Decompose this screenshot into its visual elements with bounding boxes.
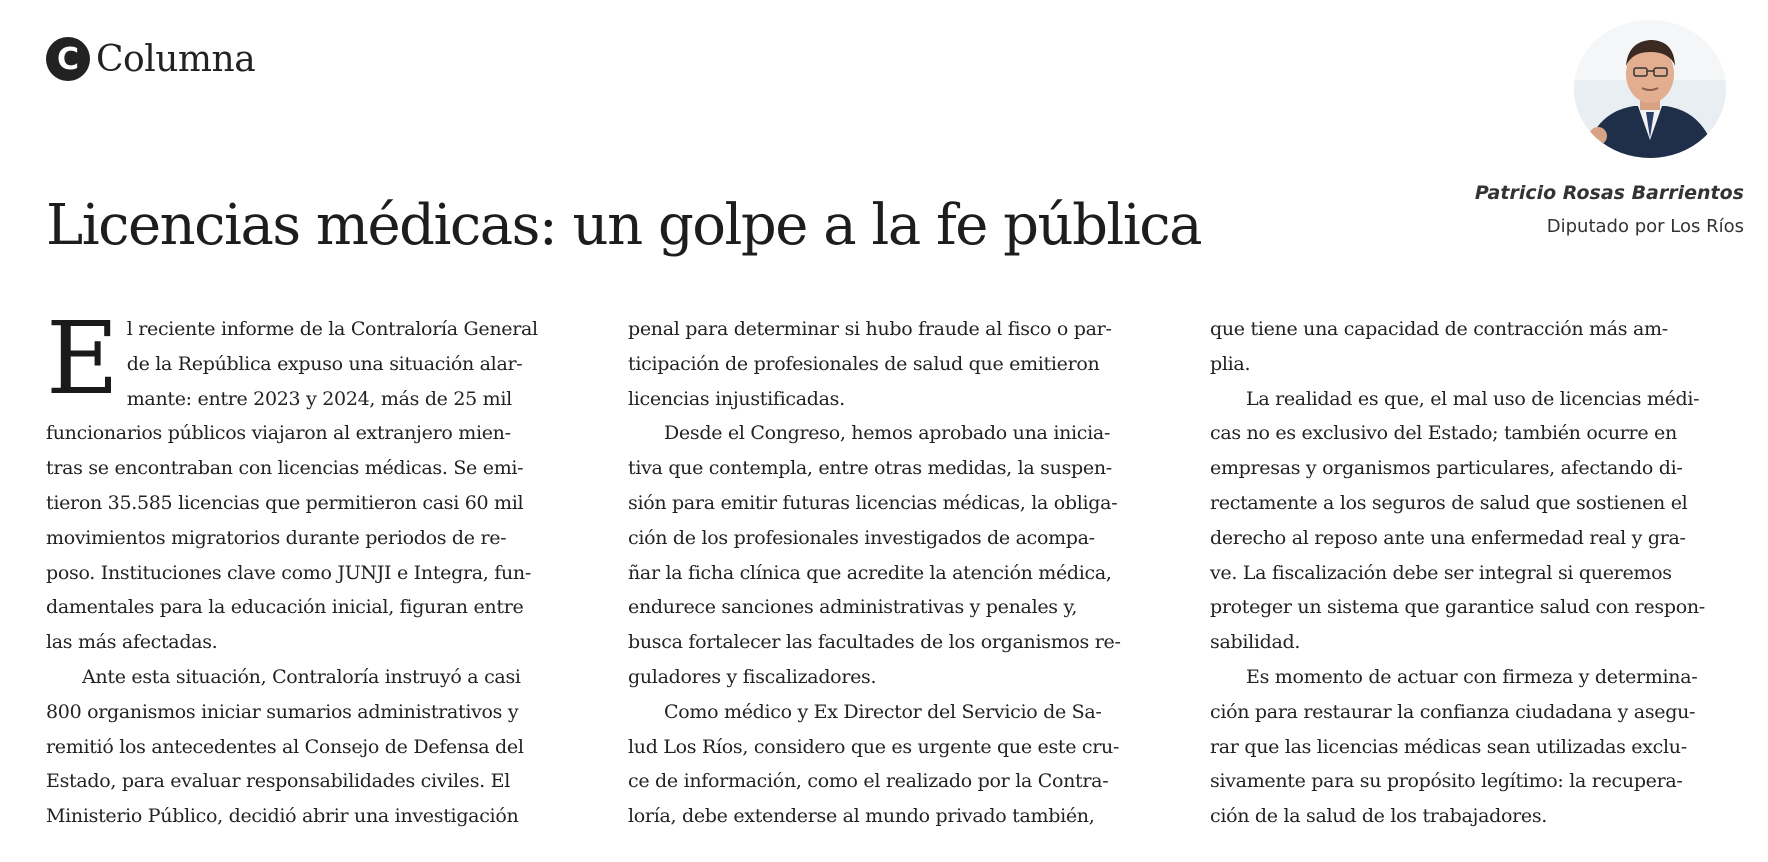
article-column-3 <box>1210 312 1750 834</box>
paragraph-line: sabilidad. <box>1210 631 1301 654</box>
paragraph-line: lud Los Ríos, considero que es urgente que este cru- <box>628 735 1120 758</box>
author-photo <box>1574 20 1726 158</box>
paragraph-line: proteger un sistema que garantice salud con respon- <box>1210 596 1705 619</box>
paragraph-line: ción de los profesionales investigados de acompa- <box>628 526 1095 549</box>
paragraph-line: ce de información, como el realizado por la Contra- <box>628 770 1109 793</box>
paragraph-line: busca fortalecer las facultades de los organismos re- <box>628 631 1121 654</box>
article-column-1 <box>46 300 586 834</box>
paragraph-line: endurece sanciones administrativas y penales y, <box>628 596 1078 619</box>
paragraph-line: l reciente informe de la Contraloría General <box>126 318 538 340</box>
paragraph-line: movimientos migratorios durante periodos de re- <box>46 526 507 549</box>
paragraph-line: poso. Instituciones clave como JUNJI e Integra, fun- <box>46 561 531 584</box>
paragraph-line: que tiene una capacidad de contracción más am- <box>1210 318 1668 340</box>
paragraph-line: loría, debe extenderse al mundo privado también, <box>628 805 1095 828</box>
paragraph-line: licencias injustificadas. <box>628 387 845 410</box>
section-label: Columna <box>96 38 256 80</box>
section-tag <box>46 34 255 84</box>
paragraph-line: ve. La fiscalización debe ser integral si queremos <box>1210 561 1672 584</box>
paragraph-line: damentales para la educación inicial, figuran entre <box>46 596 524 619</box>
paragraph-line: Ministerio Público, decidió abrir una investigación <box>46 805 519 828</box>
paragraph-line: empresas y organismos particulares, afectando di- <box>1210 457 1683 480</box>
paragraph-line: tras se encontraban con licencias médicas. Se emi- <box>46 457 524 480</box>
paragraph-line: ción de la salud de los trabajadores. <box>1210 805 1548 828</box>
paragraph-line: ción para restaurar la confianza ciudadana y asegu- <box>1210 700 1696 723</box>
paragraph-line: derecho al reposo ante una enfermedad real y gra- <box>1210 526 1686 549</box>
paragraph-line: Ante esta situación, Contraloría instruyó a casi <box>82 665 521 688</box>
paragraph-line: Como médico y Ex Director del Servicio de Sa- <box>664 700 1102 723</box>
paragraph-line: Estado, para evaluar responsabilidades civiles. El <box>46 770 510 793</box>
paragraph-line: ticipación de profesionales de salud que emitieron <box>628 352 1100 375</box>
author-portrait-image <box>1574 20 1726 158</box>
paragraph-line: plia. <box>1210 352 1251 375</box>
paragraph-line: La realidad es que, el mal uso de licencias médi- <box>1246 387 1700 410</box>
paragraph-line: cas no es exclusivo del Estado; también ocurre en <box>1210 422 1677 445</box>
author-name: Patricio Rosas Barrientos <box>1474 182 1744 204</box>
paragraph-line: tiva que contempla, entre otras medidas, la suspen- <box>628 457 1112 480</box>
paragraph-line: 800 organismos iniciar sumarios administrativos y <box>46 700 519 723</box>
paragraph-line: sión para emitir futuras licencias médicas, la obliga- <box>628 491 1118 514</box>
paragraph-line: Es momento de actuar con firmeza y determina- <box>1246 665 1698 688</box>
drop-cap-lines <box>46 300 586 417</box>
paragraph-line: las más afectadas. <box>46 631 218 654</box>
paragraph-line: guladores y fiscalizadores. <box>628 665 877 688</box>
paragraph-line: remitió los antecedentes al Consejo de Defensa del <box>46 735 524 758</box>
paragraph-line: penal para determinar si hubo fraude al fisco o par- <box>628 318 1112 340</box>
paragraph-line: de la República expuso una situación alar- <box>126 352 523 375</box>
paragraph-line: rectamente a los seguros de salud que sostienen el <box>1210 491 1688 514</box>
paragraph-line: rar que las licencias médicas sean utilizadas exclu- <box>1210 735 1687 758</box>
author-role: Diputado por Los Ríos <box>1546 216 1744 237</box>
paragraph-line: funcionarios públicos viajaron al extranjero mien- <box>46 422 511 445</box>
section-badge: C <box>46 37 90 81</box>
paragraph-line: mante: entre 2023 y 2024, más de 25 mil <box>126 387 512 410</box>
paragraph-line: ñar la ficha clínica que acredite la atención médica, <box>628 561 1112 584</box>
paragraph-line: tieron 35.585 licencias que permitieron casi 60 mil <box>46 491 524 514</box>
paragraph-line: Desde el Congreso, hemos aprobado una inicia- <box>664 422 1111 445</box>
article-column-2 <box>628 312 1168 834</box>
drop-cap: E <box>46 300 119 417</box>
paragraph-line: sivamente para su propósito legítimo: la recupera- <box>1210 770 1683 793</box>
headline: Licencias médicas: un golpe a la fe pública <box>46 193 1202 258</box>
